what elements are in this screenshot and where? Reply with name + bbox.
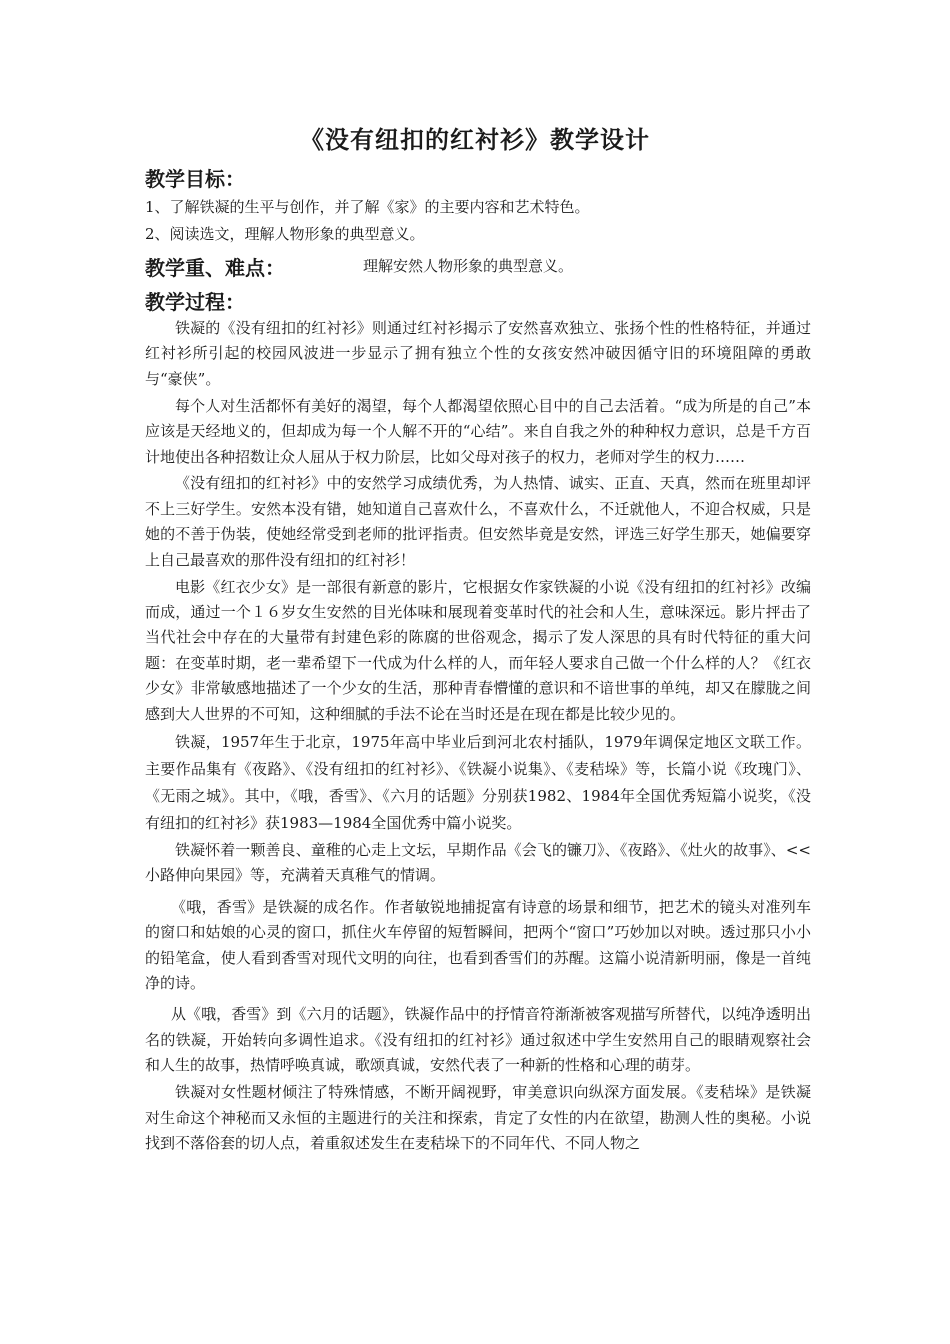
objective-1: 1、了解铁凝的生平与创作，并了解《家》的主要内容和艺术特色。 bbox=[145, 198, 590, 216]
document-title: 《没有纽扣的红衬衫》教学设计 bbox=[300, 126, 650, 154]
paragraph-5: 铁凝，1957年生于北京，1975年高中毕业后到河北农村插队，1979年调保定地区文联工作。主要作品集有《夜路》、《没有纽扣的红衬衫》、《铁凝小说集》、《麦秸垛》等，长篇小说《玫瑰门》、《无雨之城》。其中，《哦，香雪》、《六月的话题》分别获1982、1984年全国优秀短篇小说奖，《没有纽扣的红衬衫》获1983—1984全国优秀中篇小说奖。 bbox=[145, 732, 811, 832]
objective-2: 2、阅读选文，理解人物形象的典型意义。 bbox=[145, 225, 425, 243]
paragraph-2: 每个人对生活都怀有美好的渴望，每个人都渴望依照心目中的自己去活着。“成为所是的自己”本应该是天经地义的，但却成为每一个人解不开的“心结”。来自自我之外的种种权力意识，总是千方百计地使出各种招数让众人屈从于权力阶层，比如父母对孩子的权力，老师对学生的权力…… bbox=[145, 396, 811, 466]
paragraph-6: 铁凝怀着一颗善良、童稚的心走上文坛，早期作品《会飞的镰刀》、《夜路》、《灶火的故事》、<<小路伸向果园》等，充满着天真稚气的情调。 bbox=[145, 841, 811, 885]
paragraph-3: 《没有纽扣的红衬衫》中的安然学习成绩优秀，为人热情、诚实、正直、天真，然而在班里却评不上三好学生。安然本没有错，她知道自己喜欢什么，不喜欢什么，不迁就他人，不迎合权威，只是她的不善于伪装，使她经常受到老师的批评指责。但安然毕竟是安然，评选三好学生那天，她偏要穿上自己最喜欢的那件没有纽扣的红衬衫！ bbox=[145, 474, 811, 569]
keypoints-heading: 教学重、难点： bbox=[145, 256, 285, 280]
paragraph-7: 《哦，香雪》是铁凝的成名作。作者敏锐地捕捉富有诗意的场景和细节，把艺术的镜头对准列车的窗口和姑娘的心灵的窗口，抓住火车停留的短暂瞬间，把两个“窗口”巧妙加以对映。透过那只小小的铅笔盒，使人看到香雪对现代文明的向往，也看到香雪们的苏醒。这篇小说清新明丽，像是一首纯净的诗。 bbox=[145, 897, 811, 993]
keypoints-text: 理解安然人物形象的典型意义。 bbox=[363, 257, 574, 275]
paragraph-4: 电影《红衣少女》是一部很有新意的影片，它根据女作家铁凝的小说《没有纽扣的红衬衫》改编而成，通过一个１６岁女生安然的目光体味和展现着变革时代的社会和人生，意味深远。影片抨击了当代社会中存在的大量带有封建色彩的陈腐的世俗观念，揭示了发人深思的具有时代特征的重大问题：在变革时期，老一辈希望下一代成为什么样的人，而年轻人要求自己做一个什么样的人？《红衣少女》非常敏感地描述了一个少女的生活，那种青春懵懂的意识和不谙世事的单纯，却又在朦胧之间感到大人世界的不可知，这种细腻的手法不论在当时还是在现在都是比较少见的。 bbox=[145, 577, 811, 723]
paragraph-8: 从《哦，香雪》到《六月的话题》，铁凝作品中的抒情音符渐渐被客观描写所替代，以纯净透明出名的铁凝，开始转向多调性追求。《没有纽扣的红衬衫》通过叙述中学生安然用自己的眼睛观察社会和人生的故事，热情呼唤真诚，歌颂真诚，安然代表了一种新的性格和心理的萌芽。 bbox=[145, 1005, 811, 1075]
paragraph-9: 铁凝对女性题材倾注了特殊情感，不断开阔视野，审美意识向纵深方面发展。《麦秸垛》是铁凝对生命这个神秘而又永恒的主题进行的关注和探索，肯定了女性的内在欲望，勘测人性的奥秘。小说找到不落俗套的切人点，着重叙述发生在麦秸垛下的不同年代、不同人物之 bbox=[145, 1083, 811, 1152]
process-body bbox=[145, 316, 811, 1158]
paragraph-1: 铁凝的《没有纽扣的红衬衫》则通过红衬衫揭示了安然喜欢独立、张扬个性的性格特征，并通过红衬衫所引起的校园风波进一步显示了拥有独立个性的女孩安然冲破因循守旧的环境阻障的勇敢与“豪侠”。 bbox=[145, 319, 811, 388]
process-heading: 教学过程： bbox=[145, 290, 245, 314]
objectives-heading: 教学目标： bbox=[145, 167, 245, 191]
